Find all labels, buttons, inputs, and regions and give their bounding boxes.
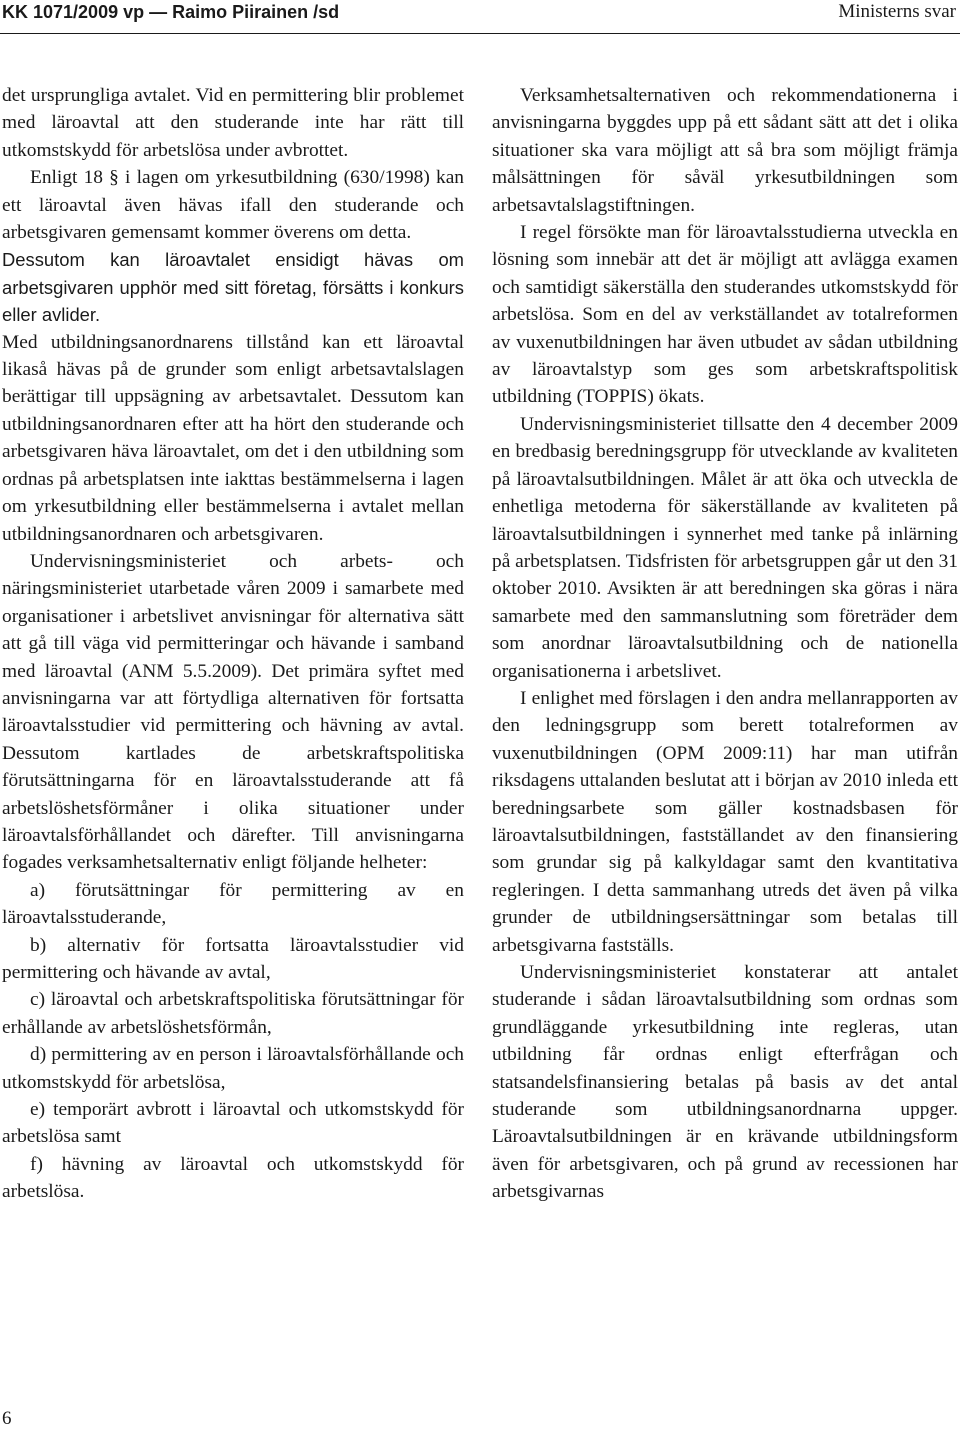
list-item: d) permittering av en person i läroavtalsförhållande och utkomstskydd för arbetslösa,: [2, 1044, 464, 1093]
paragraph: I enlighet med förslagen i den andra mellanrapporten av den ledningsgrupp som berett totalreformen av vuxenutbildningen (OPM 2009:11) har man utifrån riksdagens uttalanden beslutat att i början av 2010 inleda ett beredningsarbete som gäller kostnadsbasen för läroavtalsutbildningen, fastställandet av den finansiering som grundar sig på kalkyldagar samt den kvantitativa regleringen. I detta sammanhang utreds det även på vilka grunder de utbildningsersättningar som betalas till arbetsgivarna fastställs.: [492, 687, 958, 956]
paragraph: Dessutom kan läroavtalet ensidigt hävas om arbetsgivaren upphör med sitt företag, försätts i konkurs eller avlider.: [2, 249, 464, 326]
list-item: b) alternativ för fortsatta läroavtalsstudier vid permittering och hävande av avtal,: [2, 934, 464, 983]
list-item: e) temporärt avbrott i läroavtal och utkomstskydd för arbetslösa samt: [2, 1099, 464, 1148]
list-item: c) läroavtal och arbetskraftspolitiska förutsättningar för erhållande av arbetslöshetsförmån,: [2, 989, 464, 1038]
list-item: f) hävning av läroavtal och utkomstskydd för arbetslösa.: [2, 1153, 464, 1203]
paragraph: Undervisningsministeriet och arbets- och näringsministeriet utarbetade våren 2009 i samarbete med organisationer i arbetslivet anvisningar för alternativa sätt att gå till väga vid permitteringar och hävande i samband med läroavtal (ANM 5.5.2009). Det primära syftet med anvisningarna var att förtydliga alternativen för fortsatta läroavtalsstudier vid permittering och hävning av avtal. Dessutom kartlades de arbetskraftspolitiska förutsättningarna för en läroavtalsstuderande att få arbetslöshetsförmåner i olika situationer under läroavtalsförhållandet och därefter. Till anvisningarna fogades verksamhetsalternativ enligt följande helheter:: [2, 550, 464, 874]
header-divider: [0, 33, 960, 34]
list-item: a) förutsättningar för permittering av en läroavtalsstuderande,: [2, 879, 464, 929]
left-column: [2, 82, 464, 1206]
paragraph: Verksamhetsalternativen och rekommendationerna i anvisningarna byggdes upp på ett sådant sätt att det i olika situationer ska vara möjligt att så bra som möjligt främja målsättningen för såväl yrkesutbildningen som arbetsavtalslagstiftningen.: [492, 85, 958, 216]
paragraph: Enligt 18 § i lagen om yrkesutbildning (630/1998) kan ett läroavtal även hävas ifall den studerande och arbetsgivaren gemensamt kommer överens om detta.: [2, 167, 464, 244]
paragraph: det ursprungliga avtalet. Vid en permittering blir problemet med läroavtal att den studerande inte har rätt till utkomstskydd för arbetslösa under avbrottet.: [2, 85, 464, 161]
header-document-reference: KK 1071/2009 vp — Raimo Piirainen /sd: [2, 2, 340, 22]
paragraph: Med utbildningsanordnarens tillstånd kan ett läroavtal likaså hävas på de grunder som enligt arbetsavtalslagen berättigar till uppsägning av arbetsavtalet. Dessutom kan utbildningsanordnaren efter att ha hört den studerande och arbetsgivaren häva läroavtalet, om det i den utbildning som ordnas på arbetsplatsen inte iakttas bestämmelserna i lagen om yrkesutbildning eller bestämmelserna i avtalet mellan utbildningsanordnaren och arbetsgivaren.: [2, 331, 464, 545]
paragraph: Undervisningsministeriet tillsatte den 4 december 2009 en bredbasig beredningsgrupp för utvecklande av kvaliteten på läroavtalsutbildningen. Målet är att öka och utveckla de enhetliga metoderna för säkerställande av kvaliteten på läroavtalsutbildningen i synnerhet med tanke på inlärning på arbetsplatsen. Tidsfristen för arbetsgruppen går ut den 31 oktober 2010. Avsikten är att beredningen ska göras i nära samarbete med den sammanslutning som företräder dem som anordnar läroavtalsutbildning och de nationella organisationerna i arbetslivet.: [492, 413, 958, 682]
page-number: 6: [2, 1408, 12, 1429]
header-section-title: Ministerns svar: [838, 1, 956, 22]
paragraph: I regel försökte man för läroavtalsstudierna utveckla en lösning som innebär att det är möjligt att avlägga examen och samtidigt säkerställa den studerandes utkomstskydd för arbetslösa. Som en del av verkställandet av totalreformen av vuxenutbildningen har även utbudet av sådan utbildning av läroavtalstyp som ges som arbetskraftspolitisk utbildning (TOPPIS) ökats.: [492, 222, 958, 408]
right-column: [492, 82, 958, 1206]
paragraph: Undervisningsministeriet konstaterar att antalet studerande i sådan läroavtalsutbildning som ordnas som grundläggande yrkesutbildning inte regleras, utan utbildning får ordnas enligt efterfrågan och statsandelsfinansiering betalas på basis av det antal studerande som utbildningsanordnarna uppger. Läroavtalsutbildningen är en krävande utbildningsform även för arbetsgivaren, och på grund av recessionen har arbetsgivarnas: [492, 962, 958, 1203]
page-header: [0, 0, 960, 26]
